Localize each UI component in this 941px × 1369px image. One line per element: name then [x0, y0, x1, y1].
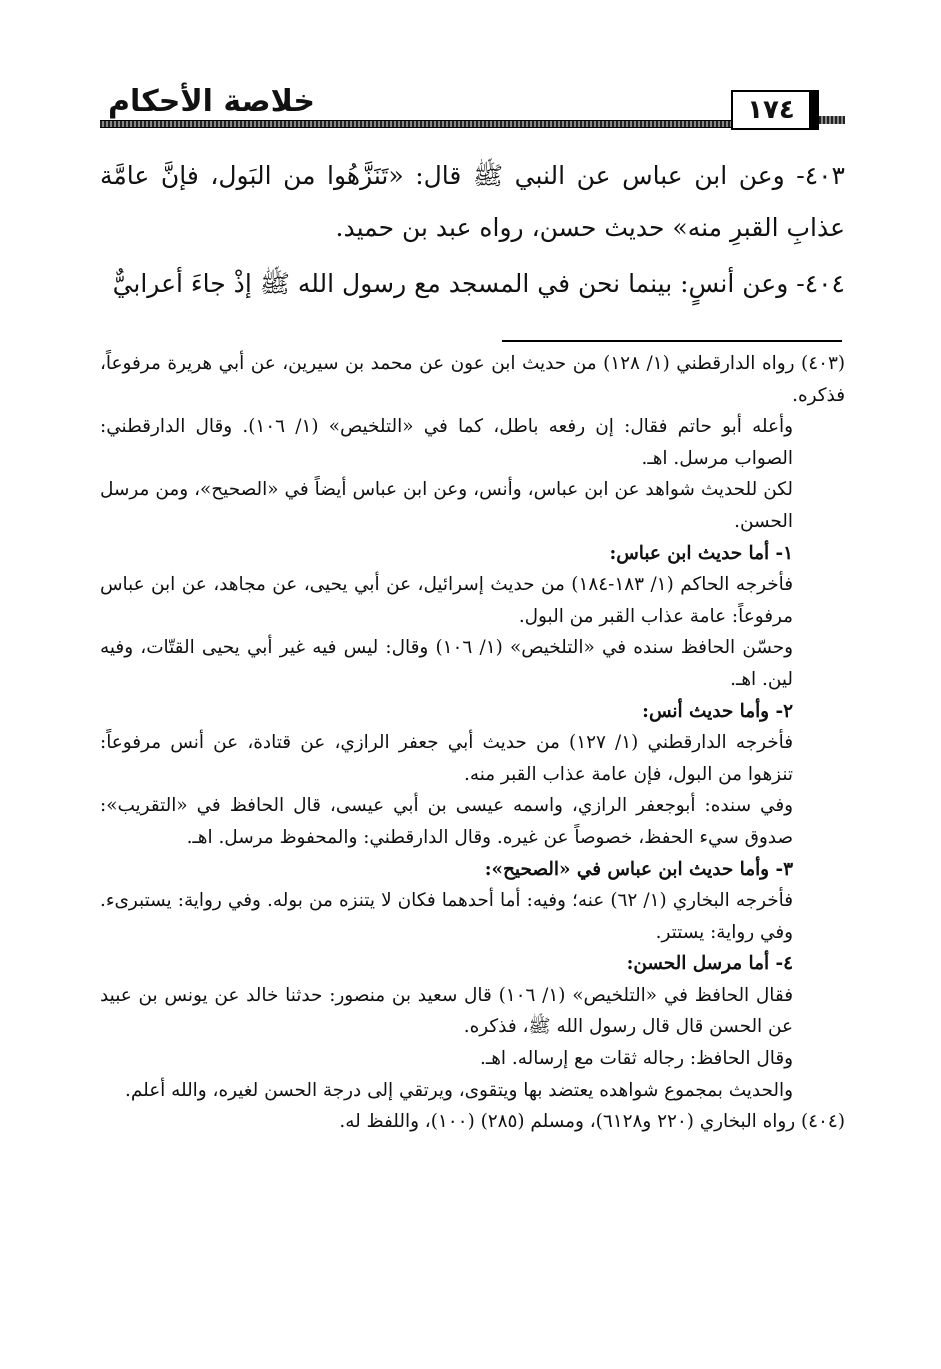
header-rule — [100, 120, 745, 128]
hadith-404: ٤٠٤- وعن أنسٍ: بينما نحن في المسجد مع رسول الله ﷺ إذْ جاءَ أعرابيٌّ — [112, 269, 845, 298]
footnotes — [100, 348, 845, 1138]
footnote-paragraph: وأعله أبو حاتم فقال: إن رفعه باطل، كما في «التلخيص» (١/ ١٠٦). وقال الدارقطني: الصواب مرسل. اهـ. — [100, 416, 793, 469]
page-number: ١٧٤ — [731, 90, 811, 130]
footnote-paragraph: لكن للحديث شواهد عن ابن عباس، وأنس، وعن ابن عباس أيضاً في «الصحيح»، ومن مرسل الحسن. — [100, 479, 793, 532]
footnote-divider — [502, 340, 842, 342]
footnote-subheading: ٤- أما مرسل الحسن: — [626, 953, 793, 975]
footnote-paragraph: وحسّن الحافظ سنده في «التلخيص» (١/ ١٠٦) وقال: ليس فيه غير أبي يحيى القتّات، وفيه لين. اهـ. — [100, 637, 794, 690]
page-header — [100, 78, 845, 138]
footnote-subheading: ٣- وأما حديث ابن عباس في «الصحيح»: — [484, 858, 793, 880]
header-rule-right — [819, 116, 845, 124]
footnote-paragraph: فأخرجه البخاري (١/ ٦٢) عنه؛ وفيه: أما أحدهما فكان لا يتنزه من بوله. وفي رواية: يستبرىء. وفي رواية: يستتر. — [100, 890, 793, 943]
footnote-paragraph: وفي سنده: أبوجعفر الرازي، واسمه عيسى بن أبي عيسى، قال الحافظ في «التقريب»: صدوق سيء الحفظ، خصوصاً عن غيره. وقال الدارقطني: والمحفوظ مرسل. اهـ. — [100, 795, 793, 848]
footnote-paragraph: وقال الحافظ: رجاله ثقات مع إرساله. اهـ. — [480, 1048, 793, 1070]
footnote-paragraph: فقال الحافظ في «التلخيص» (١/ ١٠٦) قال سعيد بن منصور: حدثنا خالد عن يونس بن عبيد عن الحسن قال قال رسول الله ﷺ، فذكره. — [100, 984, 793, 1038]
hadith-403: ٤٠٣- وعن ابن عباس عن النبي ﷺ قال: «تَنَزَّهُوا من البَول، فإنَّ عامَّة عذابِ القبرِ منه» حديث حسن، رواه عبد بن حميد. — [100, 161, 845, 242]
main-text — [100, 150, 845, 314]
footnote-subheading: ١- أما حديث ابن عباس: — [609, 542, 793, 564]
footnote-403-intro: (٤٠٣) رواه الدارقطني (١/ ١٢٨) من حديث ابن عون عن محمد بن سيرين، عن أبي هريرة مرفوعاً، فذكره. — [100, 353, 846, 406]
footnote-404: (٤٠٤) رواه البخاري (٢٢٠ و٦١٢٨)، ومسلم (٢٨٥) (١٠٠)، واللفظ له. — [339, 1111, 845, 1133]
running-title: خلاصة الأحكام — [108, 84, 315, 119]
footnote-paragraph: والحديث بمجموع شواهده يعتضد بها ويتقوى، ويرتقي إلى درجة الحسن لغيره، والله أعلم. — [125, 1079, 793, 1101]
footnote-paragraph: فأخرجه الحاكم (١/ ١٨٣-١٨٤) من حديث إسرائيل، عن أبي يحيى، عن مجاهد، عن ابن عباس مرفوعاً: عامة عذاب القبر من البول. — [100, 574, 794, 627]
footnote-subheading: ٢- وأما حديث أنس: — [642, 700, 793, 722]
footnote-paragraph: فأخرجه الدارقطني (١/ ١٢٧) من حديث أبي جعفر الرازي، عن قتادة، عن أنس مرفوعاً: تنزهوا من البول، فإن عامة عذاب القبر منه. — [100, 732, 794, 785]
